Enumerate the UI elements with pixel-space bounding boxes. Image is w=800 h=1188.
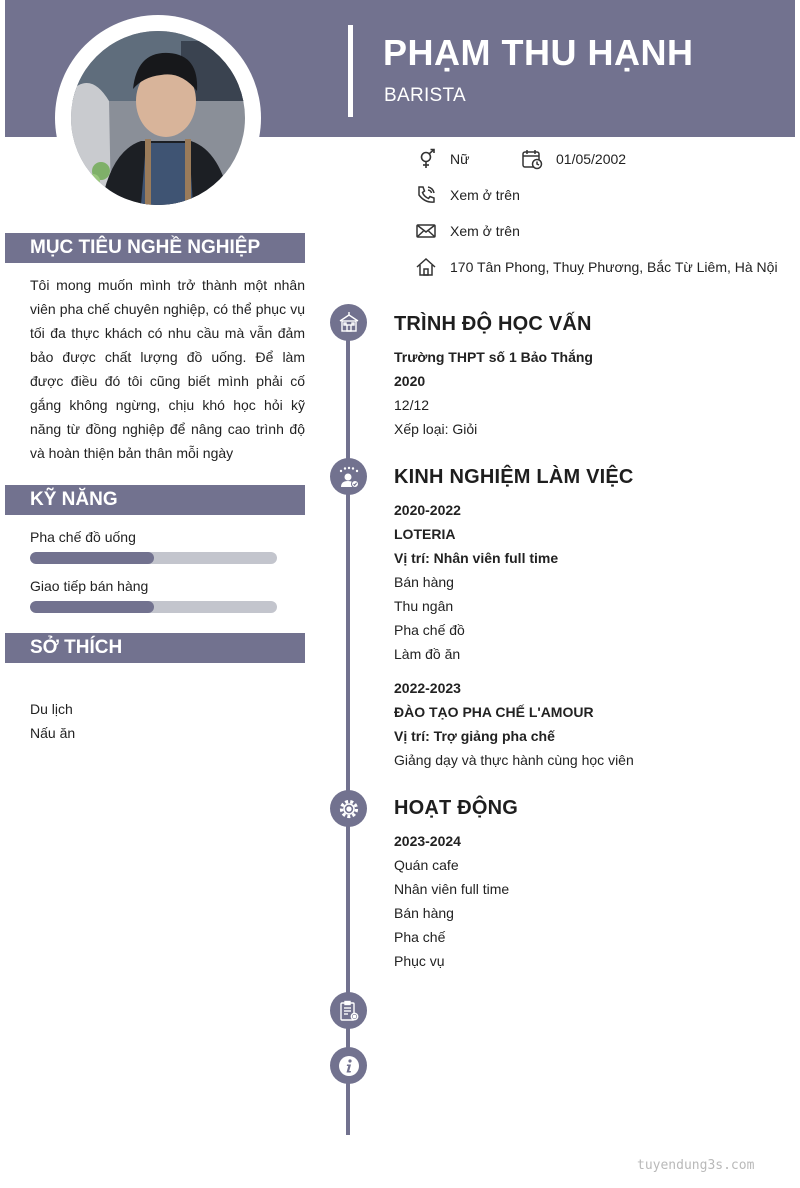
skill-bar (30, 601, 277, 613)
gear-icon (330, 790, 367, 827)
activity-item: Quán cafe (394, 857, 459, 873)
job-task: Bán hàng (394, 574, 454, 590)
skill-label: Giao tiếp bán hàng (30, 578, 149, 594)
avatar-photo (71, 31, 245, 205)
calendar-icon (520, 147, 544, 171)
activity-item: Phục vụ (394, 953, 445, 969)
education-grade: 12/12 (394, 397, 430, 413)
address-value: 170 Tân Phong, Thuỵ Phương, Bắc Từ Liêm, Hà Nội (450, 259, 778, 275)
phone-icon (414, 183, 438, 207)
activity-item: Pha chế (394, 929, 446, 945)
candidate-name: PHẠM THU HẠNH (383, 32, 694, 73)
contact-phone (414, 183, 520, 207)
home-icon (414, 255, 438, 279)
info-icon (330, 1047, 367, 1084)
gender-icon (414, 147, 438, 171)
skill-bar-fill (30, 552, 154, 564)
activity-item: Nhân viên full time (394, 881, 510, 897)
contact-email (414, 219, 520, 243)
job-task: Pha chế đồ (394, 622, 465, 638)
contact-gender (414, 147, 469, 171)
gender-value: Nữ (450, 151, 470, 167)
objective-heading: MỤC TIÊU NGHỀ NGHIỆP (5, 233, 305, 263)
activity-period: 2023-2024 (394, 833, 461, 849)
job-role: Vị trí: Nhân viên full time (394, 550, 559, 566)
objective-text: Tôi mong muốn mình trở thành một nhân viên pha chế chuyên nghiệp, có thể phục vụ tối đa thực khách có nhu cầu mà vẫn đảm bảo được chất lượng đồ uống. Để làm được điều đó tôi cũng biết mình phải cố gắng không ngừng, chịu khó học hỏi kỹ năng từ đồng nghiệp để nâng cao trình độ và hoàn thiện bản thân mỗi ngày (30, 277, 305, 461)
skill-bar (30, 552, 277, 564)
team-star-icon (330, 458, 367, 495)
skill-label: Pha chế đồ uống (30, 529, 136, 545)
education-school: Trường THPT số 1 Bảo Thắng (394, 349, 593, 365)
candidate-position: BARISTA (384, 85, 466, 106)
hobby-item: Nấu ăn (30, 725, 76, 741)
hobbies-heading: SỞ THÍCH (5, 633, 305, 663)
avatar (71, 31, 245, 205)
job-task: Làm đồ ăn (394, 646, 461, 662)
clipboard-icon (330, 992, 367, 1029)
job-company: LOTERIA (394, 526, 456, 542)
email-value: Xem ở trên (450, 223, 520, 239)
header-divider (348, 25, 353, 117)
hobby-item: Du lịch (30, 701, 73, 717)
education-heading: TRÌNH ĐỘ HỌC VẤN (394, 313, 592, 335)
activity-item: Bán hàng (394, 905, 454, 921)
activities-heading: HOẠT ĐỘNG (394, 797, 519, 819)
contact-address (414, 255, 778, 279)
phone-value: Xem ở trên (450, 187, 520, 203)
skills-heading: KỸ NĂNG (5, 485, 305, 515)
dob-value: 01/05/2002 (556, 151, 627, 167)
watermark: tuyendung3s.com (637, 1158, 755, 1173)
job-role: Vị trí: Trợ giảng pha chế (394, 728, 555, 744)
job-company: ĐÀO TẠO PHA CHẾ L'AMOUR (394, 704, 594, 720)
contact-dob (520, 147, 626, 171)
education-rank: Xếp loại: Giỏi (394, 421, 478, 437)
job-task: Giảng dạy và thực hành cùng học viên (394, 752, 634, 768)
envelope-icon (414, 219, 438, 243)
education-year: 2020 (394, 373, 426, 389)
job-period: 2020-2022 (394, 502, 461, 518)
job-task: Thu ngân (394, 598, 454, 614)
school-icon (330, 304, 367, 341)
experience-heading: KINH NGHIỆM LÀM VIỆC (394, 466, 634, 488)
skill-bar-fill (30, 601, 154, 613)
job-period: 2022-2023 (394, 680, 461, 696)
